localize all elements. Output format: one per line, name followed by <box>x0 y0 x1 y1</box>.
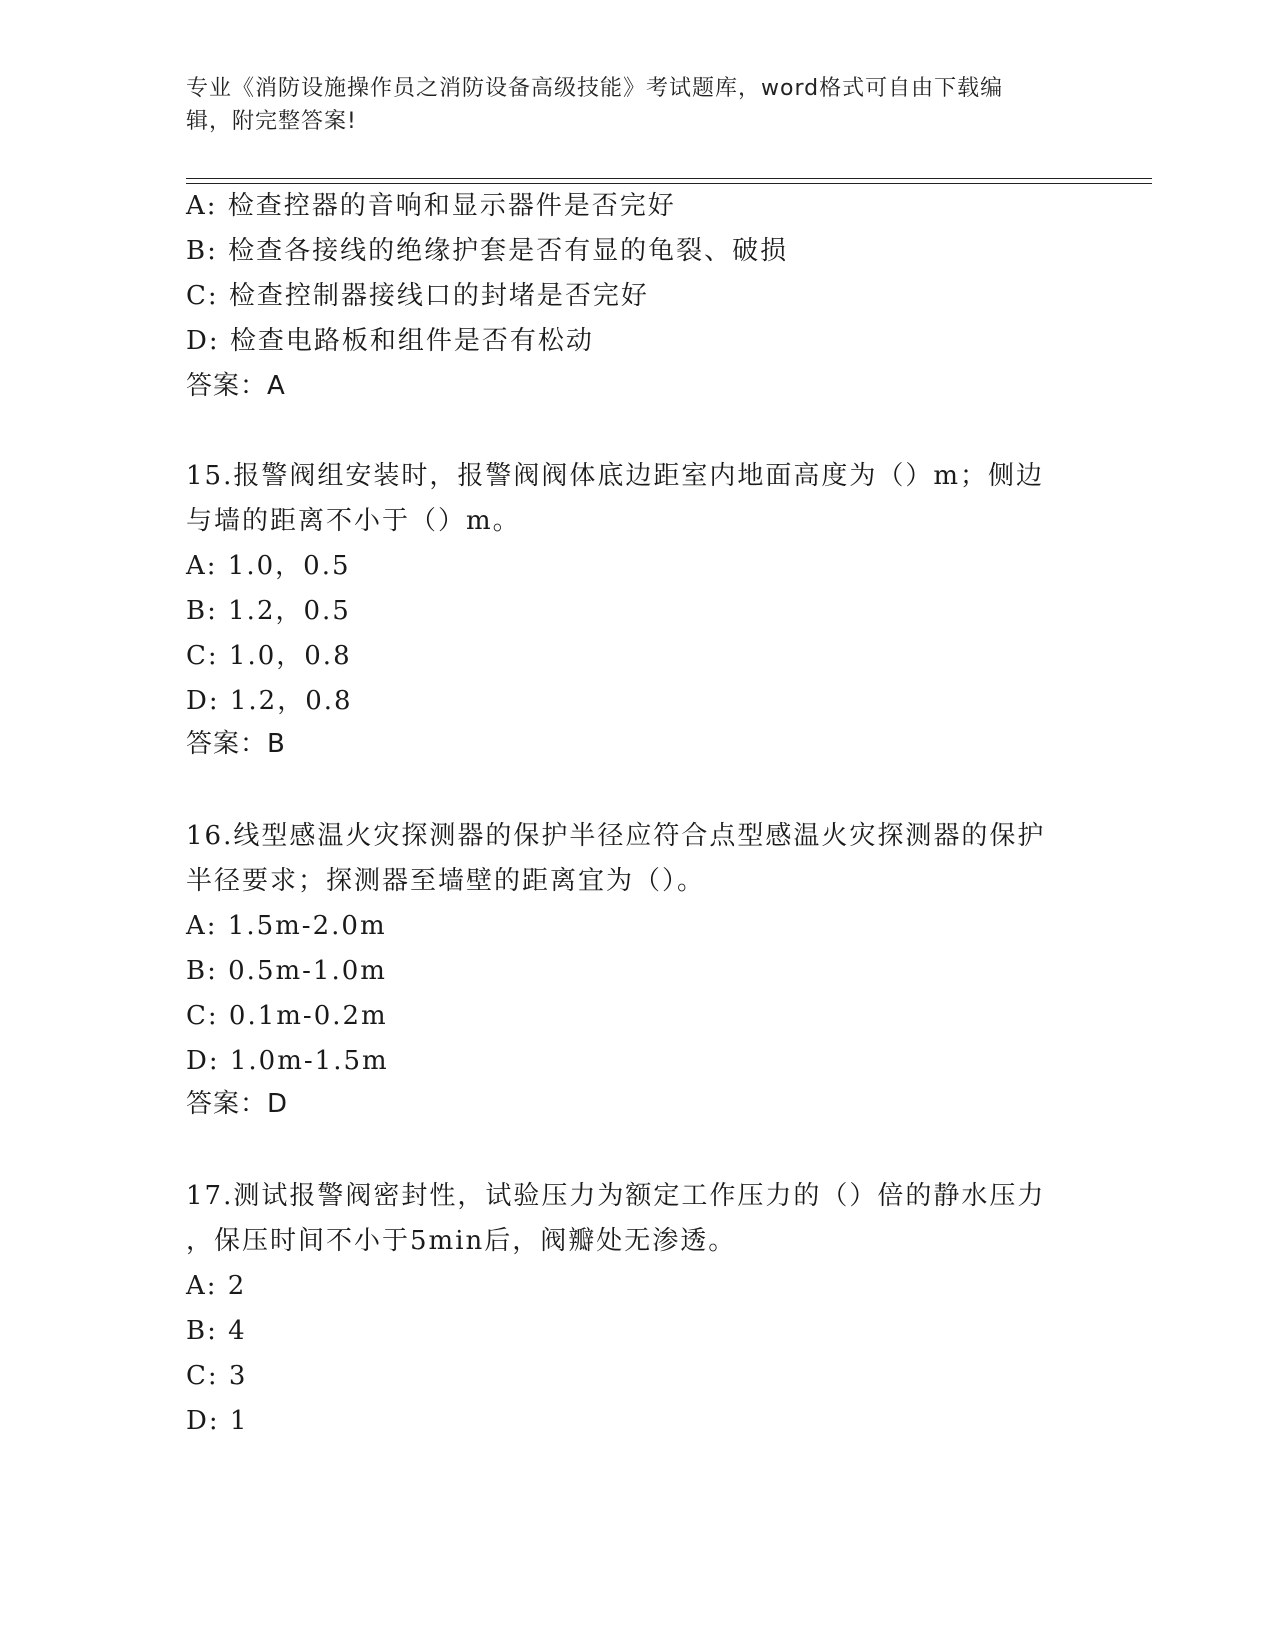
document-header <box>186 72 1086 138</box>
q14-option-a: A: 检查控器的音响和显示器件是否完好 <box>186 191 676 221</box>
q17-option-b: B: 4 <box>186 1316 247 1346</box>
q16-stem-line-1: 16.线型感温火灾探测器的保护半径应符合点型感温火灾探测器的保护 <box>186 821 1046 851</box>
q17-option-c: C: 3 <box>186 1361 248 1391</box>
header-line-2: 辑，附完整答案! <box>186 109 357 134</box>
q15-option-a: A: 1.0，0.5 <box>186 551 351 581</box>
q16-option-a: A: 1.5m-2.0m <box>186 911 387 941</box>
q15-answer: 答案：B <box>186 729 286 759</box>
q14-option-b: B: 检查各接线的绝缘护套是否有显的龟裂、破损 <box>186 236 789 266</box>
q17-stem-line-1: 17.测试报警阀密封性，试验压力为额定工作压力的（）倍的静水压力 <box>186 1181 1046 1211</box>
q16-option-c: C: 0.1m-0.2m <box>186 1001 388 1031</box>
q14-answer: 答案：A <box>186 371 286 401</box>
q15-option-d: D: 1.2，0.8 <box>186 686 353 716</box>
q15-stem-line-1: 15.报警阀组安装时，报警阀阀体底边距室内地面高度为（）m；侧边 <box>186 461 1045 491</box>
header-divider-top <box>186 178 1152 179</box>
q17-option-a: A: 2 <box>186 1271 247 1301</box>
q16-stem-line-2: 半径要求；探测器至墙壁的距离宜为（）。 <box>186 866 706 896</box>
q15-option-c: C: 1.0，0.8 <box>186 641 352 671</box>
q16-answer: 答案：D <box>186 1089 289 1119</box>
q14-option-c: C: 检查控制器接线口的封堵是否完好 <box>186 281 649 311</box>
q15-option-b: B: 1.2，0.5 <box>186 596 351 626</box>
q14-option-d: D: 检查电路板和组件是否有松动 <box>186 326 594 356</box>
q15-stem-line-2: 与墙的距离不小于（）m。 <box>186 506 521 536</box>
q16-option-b: B: 0.5m-1.0m <box>186 956 387 986</box>
header-line-1: 专业《消防设施操作员之消防设备高级技能》考试题库，word格式可自由下载编 <box>186 76 1004 101</box>
q17-option-d: D: 1 <box>186 1406 249 1436</box>
header-divider-bottom <box>186 183 1152 184</box>
q16-option-d: D: 1.0m-1.5m <box>186 1046 389 1076</box>
q17-stem-line-2: ，保压时间不小于5min后，阀瓣处无渗透。 <box>186 1226 737 1256</box>
